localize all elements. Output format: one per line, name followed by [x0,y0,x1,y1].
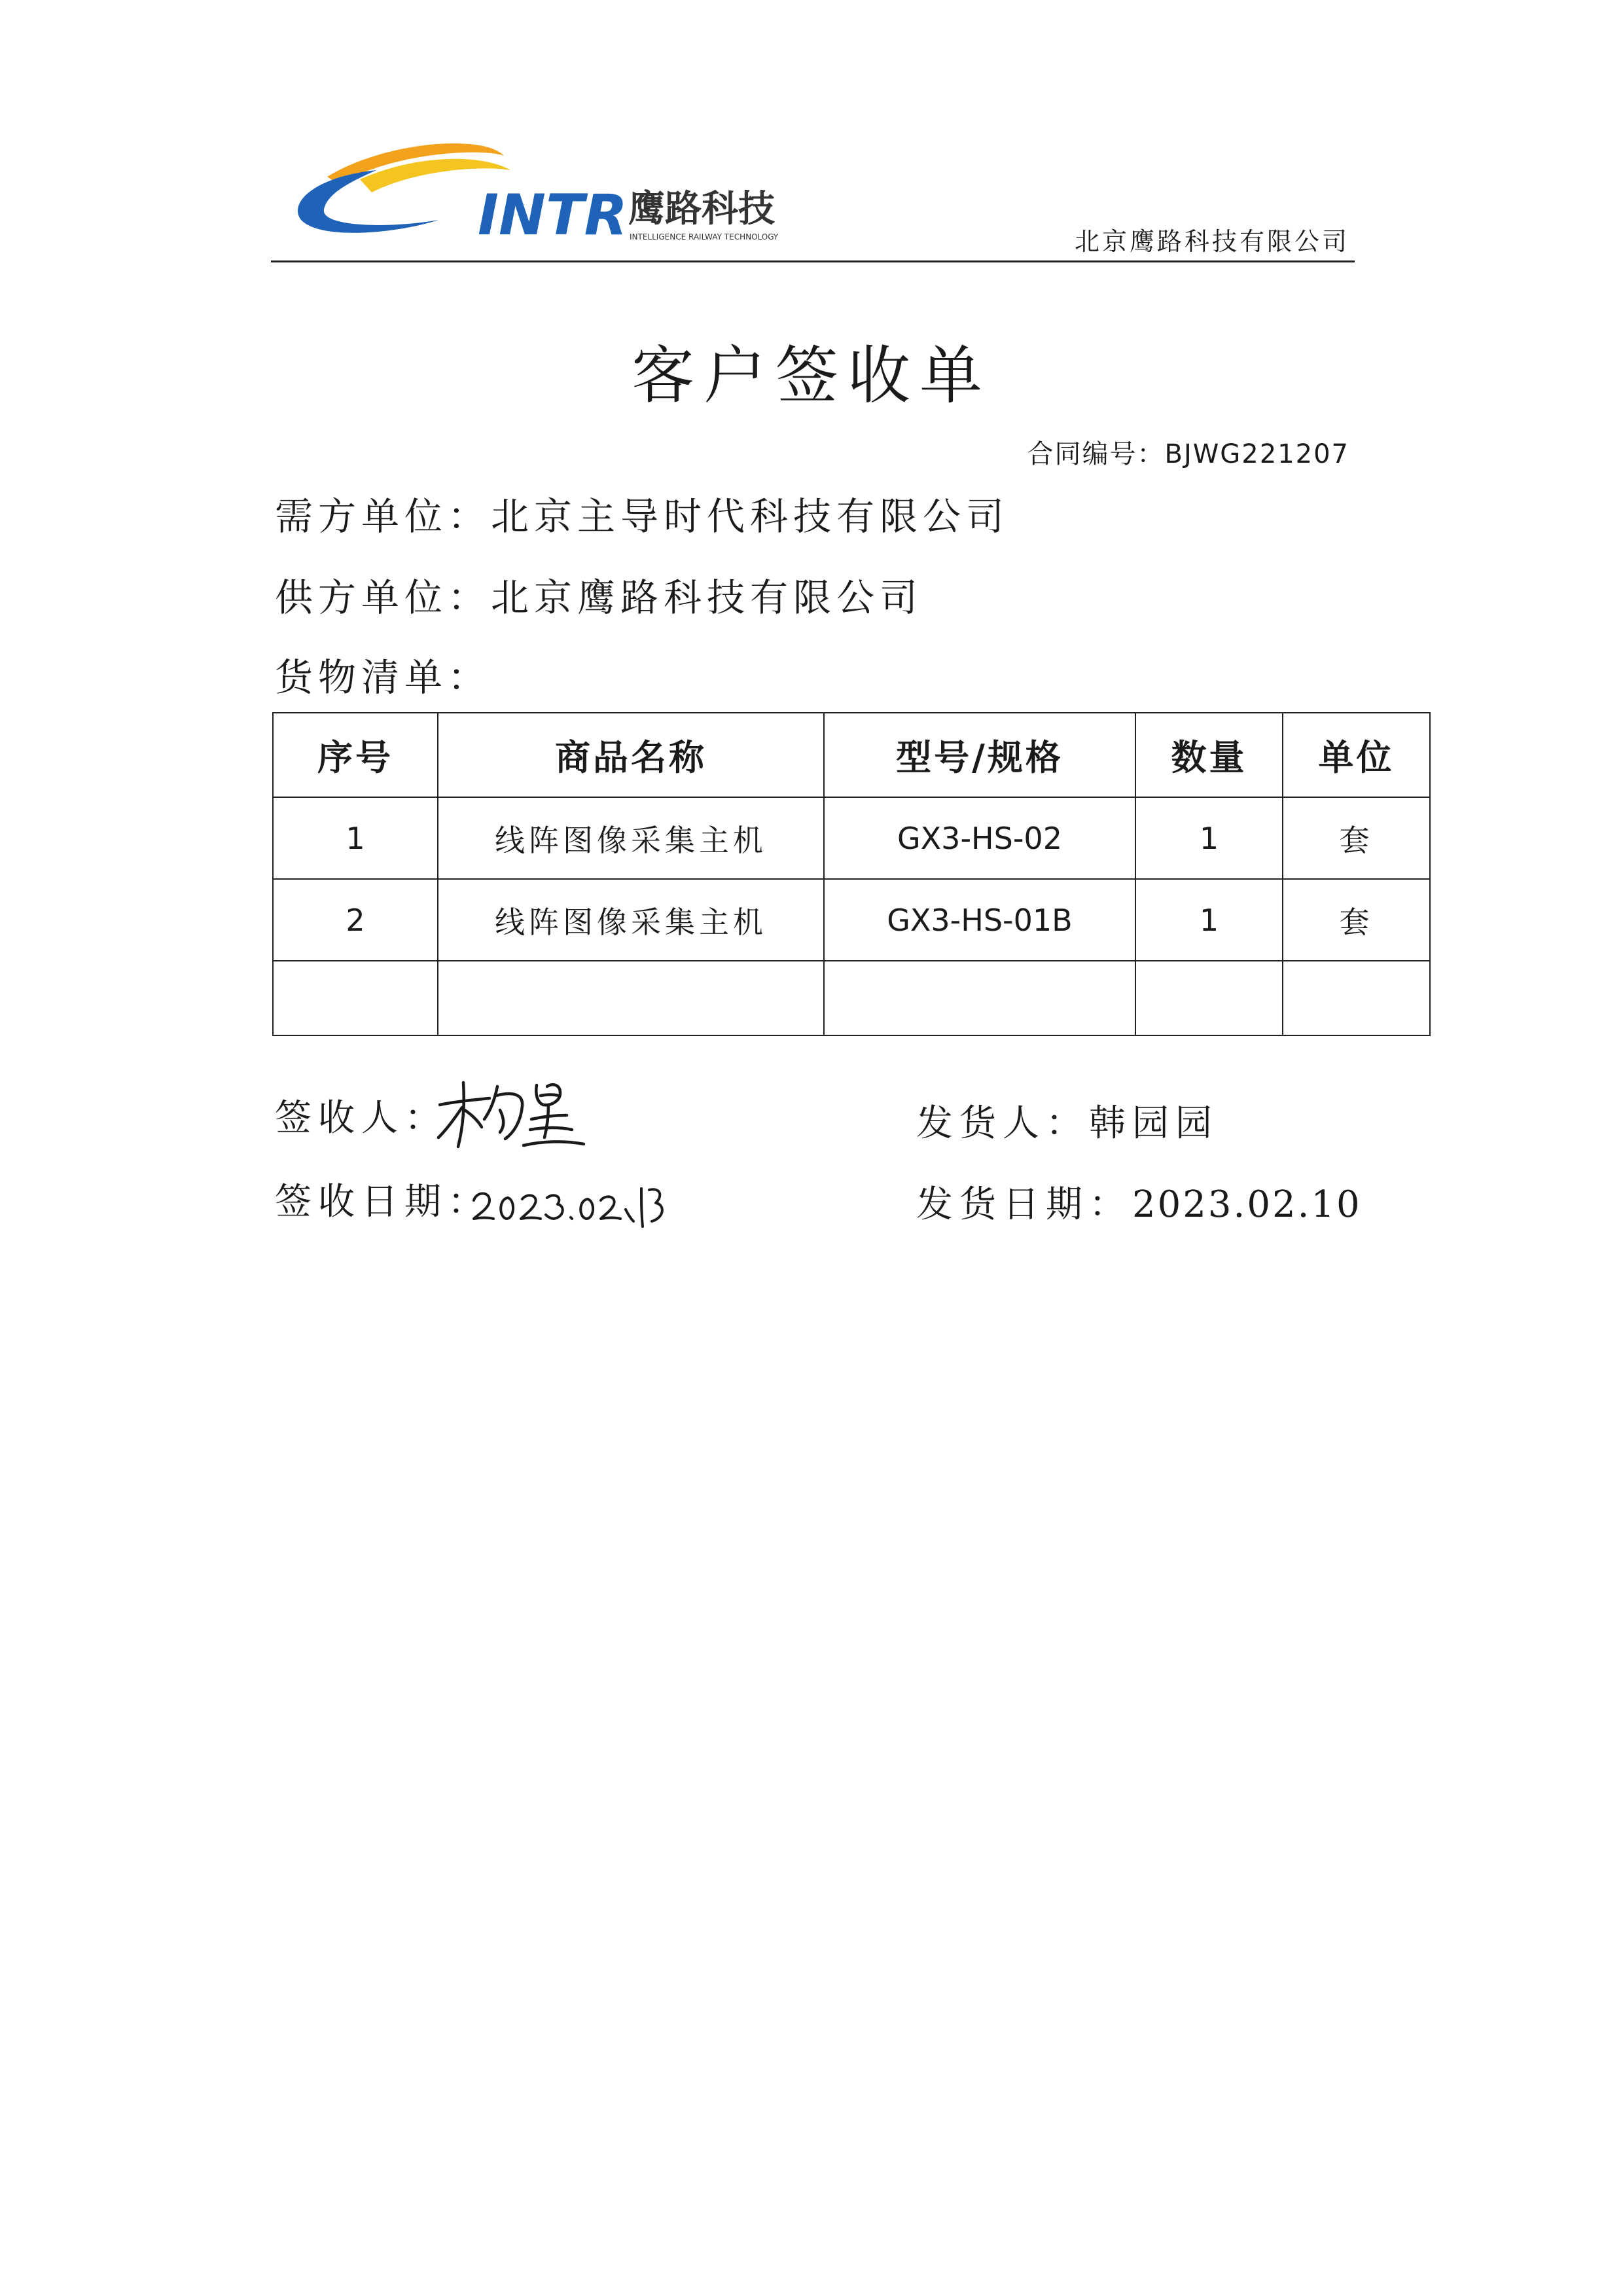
buyer-label: 需方单位： [275,494,491,539]
cell-name: 线阵图像采集主机 [438,879,824,961]
buyer-value: 北京主导时代科技有限公司 [491,494,1010,539]
contract-number-line [1027,433,1349,471]
page-title: 客户签收单 [632,339,991,412]
cell-model: GX3-HS-02 [824,797,1135,879]
cell-unit: 套 [1283,797,1430,879]
header-model: 型号/规格 [824,713,1135,797]
ship-date-label: 发货日期： [916,1183,1132,1226]
header-divider [271,260,1355,262]
ship-date-line [916,1175,1362,1228]
signature-graphic [432,1067,589,1152]
ship-date-value: 2023.02.10 [1132,1183,1362,1226]
goods-list-label: 货物清单： [275,655,491,700]
contract-label: 合同编号： [1027,439,1165,469]
shipper-name: 韩园园 [1089,1102,1219,1145]
table-row-empty [273,961,1430,1035]
table-row [273,879,1430,961]
supplier-label: 供方单位： [275,575,491,620]
receive-date-label: 签收日期： [275,1181,491,1223]
contract-number: BJWG221207 [1164,439,1349,469]
header-qty: 数量 [1135,713,1283,797]
cell-empty [273,961,438,1035]
logo-graphic [288,137,798,249]
cell-no: 2 [273,879,438,961]
shipper-line [916,1094,1219,1147]
cell-name: 线阵图像采集主机 [438,797,824,879]
receive-date-handwritten [470,1172,666,1230]
header-unit: 单位 [1283,713,1430,797]
header-company-name: 北京鹰路科技有限公司 [1074,227,1349,256]
cell-empty [1283,961,1430,1035]
cell-empty [438,961,824,1035]
logo-en-text: INTELLIGENCE RAILWAY TECHNOLOGY [630,232,779,242]
header-name: 商品名称 [438,713,824,797]
receiver-signature [432,1067,589,1152]
cell-no: 1 [273,797,438,879]
supplier-value: 北京鹰路科技有限公司 [491,575,923,620]
logo-cn-text: 鹰路科技 [628,188,775,230]
handwritten-date-graphic [470,1172,666,1230]
buyer-line [275,486,1009,541]
company-logo [288,137,798,249]
header-no: 序号 [273,713,438,797]
cell-model: GX3-HS-01B [824,879,1135,961]
table-row [273,797,1430,879]
table-header-row [273,713,1430,797]
supplier-line [275,567,923,622]
cell-qty: 1 [1135,879,1283,961]
cell-unit: 套 [1283,879,1430,961]
cell-qty: 1 [1135,797,1283,879]
receiver-label: 签收人： [275,1097,448,1139]
goods-table [272,712,1431,1036]
cell-empty [1135,961,1283,1035]
cell-empty [824,961,1135,1035]
shipper-label: 发货人： [916,1102,1089,1145]
logo-brand-text: INTR [478,183,628,248]
